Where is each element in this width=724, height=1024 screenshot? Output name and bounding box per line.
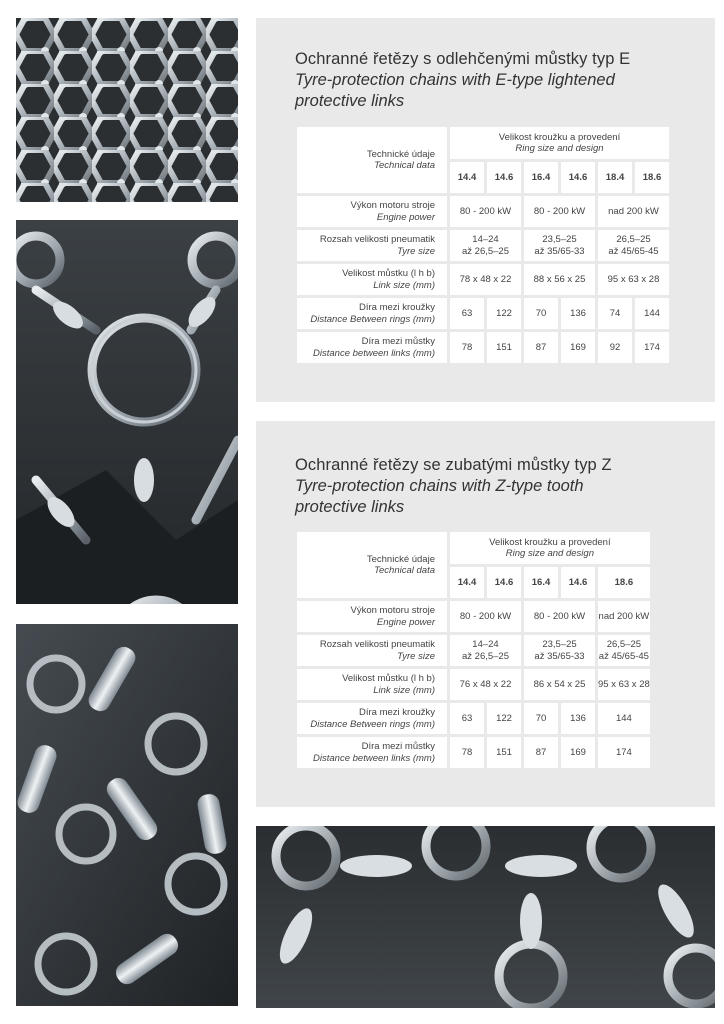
- link-size-label: [297, 669, 447, 700]
- link-distance-value: 78: [450, 332, 484, 363]
- tyre-size-en: Tyre size: [397, 245, 435, 257]
- link-size-value: 76 x 48 x 22: [450, 669, 521, 700]
- link-size-value: 78 x 48 x 22: [450, 264, 521, 295]
- tyre-size-value: [524, 635, 595, 666]
- ring-distance-cz: Díra mezi kroužky: [358, 302, 435, 313]
- link-size-en: Link size (mm): [373, 684, 435, 696]
- ring-distance-value: 144: [598, 703, 650, 734]
- link-size-value: 86 x 54 x 25: [524, 669, 595, 700]
- link-distance-value: 78: [450, 737, 484, 768]
- link-distance-cz: Díra mezi můstky: [361, 741, 435, 752]
- size-cell: 14.6: [561, 567, 595, 598]
- tech-data-cz: Technické údaje: [366, 553, 435, 565]
- engine-power-label: [297, 601, 447, 632]
- link-distance-value: 174: [635, 332, 669, 363]
- link-size-label: [297, 264, 447, 295]
- tech-data-label: [297, 532, 447, 598]
- size-cell: 16.4: [524, 567, 558, 598]
- link-distance-value: 151: [487, 332, 521, 363]
- tyre-size-cz: Rozsah velikosti pneumatik: [319, 639, 435, 650]
- ring-distance-en: Distance Between rings (mm): [310, 313, 435, 325]
- type-z-title-cz: Ochranné řetězy se zubatými můstky typ Z: [295, 456, 612, 474]
- type-e-title-en-1: Tyre-protection chains with E-type lightened: [295, 71, 615, 89]
- tyre-size-from: 23,5–25: [542, 639, 577, 650]
- ring-distance-label: [297, 298, 447, 329]
- ring-distance-label: [297, 703, 447, 734]
- link-size-cz: Velikost můstku (l h b): [342, 673, 435, 684]
- ring-distance-value: 144: [635, 298, 669, 329]
- chain-photo-rings-on-tyre: [16, 220, 238, 604]
- size-cell: 14.4: [450, 567, 484, 598]
- link-distance-value: 87: [524, 737, 558, 768]
- tyre-size-from: 23,5–25: [542, 234, 577, 245]
- tech-data-en: Technical data: [374, 160, 435, 171]
- link-size-value: 88 x 56 x 25: [524, 264, 595, 295]
- link-distance-label: [297, 737, 447, 768]
- chain-photo-tooth-links: [16, 624, 238, 1006]
- tyre-size-from: 26,5–25: [616, 234, 651, 245]
- type-e-spec-table: [294, 124, 672, 366]
- size-cell: 14.4: [450, 162, 484, 193]
- tyre-size-to: až 26,5–25: [461, 650, 509, 662]
- link-distance-value: 169: [561, 737, 595, 768]
- tyre-size-en: Tyre size: [397, 650, 435, 662]
- size-cell: 18.6: [635, 162, 669, 193]
- link-distance-value: 169: [561, 332, 595, 363]
- type-z-title-en-2: protective links: [295, 498, 405, 516]
- engine-power-label: [297, 196, 447, 227]
- size-cell: 16.4: [524, 162, 558, 193]
- engine-power-value: nad 200 kW: [598, 601, 650, 632]
- tyre-size-label: [297, 635, 447, 666]
- link-distance-value: 87: [524, 332, 558, 363]
- ring-size-header-cz: Velikost kroužku a provedení: [489, 536, 611, 548]
- link-distance-en: Distance between links (mm): [313, 752, 435, 764]
- ring-size-header: [450, 532, 650, 564]
- engine-power-value: 80 - 200 kW: [524, 601, 595, 632]
- ring-distance-value: 136: [561, 298, 595, 329]
- tyre-size-to: až 26,5–25: [461, 245, 509, 257]
- tech-data-label: [297, 127, 447, 193]
- engine-power-value: 80 - 200 kW: [524, 196, 595, 227]
- ring-distance-value: 70: [524, 703, 558, 734]
- tyre-size-to: až 35/65-33: [534, 245, 585, 257]
- size-cell: 18.4: [598, 162, 632, 193]
- engine-power-value: nad 200 kW: [598, 196, 669, 227]
- size-cell: 14.6: [487, 567, 521, 598]
- type-z-title: [295, 455, 695, 518]
- ring-distance-value: 122: [487, 298, 521, 329]
- engine-power-en: Engine power: [376, 616, 435, 628]
- type-z-spec-panel: [256, 421, 715, 807]
- ring-size-header-cz: Velikost kroužku a provedení: [498, 131, 621, 143]
- type-z-spec-table: [294, 529, 653, 771]
- ring-distance-value: 70: [524, 298, 558, 329]
- ring-size-header: [450, 127, 669, 159]
- tyre-size-from: 14–24: [472, 639, 499, 650]
- link-size-value: 95 x 63 x 28: [598, 669, 650, 700]
- ring-size-header-en: Ring size and design: [515, 143, 604, 154]
- tyre-size-to: až 45/65-45: [608, 245, 659, 257]
- link-distance-label: [297, 332, 447, 363]
- engine-power-en: Engine power: [376, 211, 435, 223]
- tyre-size-label: [297, 230, 447, 261]
- engine-power-cz: Výkon motoru stroje: [350, 605, 435, 616]
- tech-data-cz: Technické údaje: [366, 148, 435, 160]
- link-size-en: Link size (mm): [373, 279, 435, 291]
- size-cell: 18.6: [598, 567, 650, 598]
- chain-photo-rings-closeup: [256, 826, 715, 1008]
- tyre-size-to: až 35/65-33: [534, 650, 585, 662]
- chain-photo-hexagon-mesh: [16, 18, 238, 202]
- tyre-size-value: [598, 635, 650, 666]
- link-distance-value: 151: [487, 737, 521, 768]
- link-size-cz: Velikost můstku (l h b): [342, 268, 435, 279]
- link-distance-value: 92: [598, 332, 632, 363]
- ring-distance-value: 63: [450, 703, 484, 734]
- engine-power-value: 80 - 200 kW: [450, 196, 521, 227]
- tyre-size-to: až 45/65-45: [598, 650, 649, 662]
- link-distance-en: Distance between links (mm): [313, 347, 435, 359]
- tyre-size-value: [598, 230, 669, 261]
- ring-distance-en: Distance Between rings (mm): [310, 718, 435, 730]
- type-z-title-en-1: Tyre-protection chains with Z-type tooth: [295, 477, 584, 495]
- engine-power-value: 80 - 200 kW: [450, 601, 521, 632]
- ring-distance-value: 74: [598, 298, 632, 329]
- tyre-size-from: 14–24: [472, 234, 499, 245]
- ring-distance-value: 63: [450, 298, 484, 329]
- size-cell: 14.6: [561, 162, 595, 193]
- tyre-size-value: [450, 230, 521, 261]
- ring-distance-cz: Díra mezi kroužky: [358, 707, 435, 718]
- link-distance-cz: Díra mezi můstky: [361, 336, 435, 347]
- type-e-spec-panel: [256, 18, 715, 402]
- link-size-value: 95 x 63 x 28: [598, 264, 669, 295]
- tyre-size-cz: Rozsah velikosti pneumatik: [319, 234, 435, 245]
- tyre-size-value: [524, 230, 595, 261]
- engine-power-cz: Výkon motoru stroje: [350, 200, 435, 211]
- ring-distance-value: 136: [561, 703, 595, 734]
- tech-data-en: Technical data: [374, 565, 435, 576]
- type-e-title-cz: Ochranné řetězy s odlehčenými můstky typ E: [295, 50, 631, 68]
- tyre-size-value: [450, 635, 521, 666]
- size-cell: 14.6: [487, 162, 521, 193]
- type-e-title: [295, 49, 695, 112]
- ring-distance-value: 122: [487, 703, 521, 734]
- ring-size-header-en: Ring size and design: [505, 548, 594, 559]
- type-e-title-en-2: protective links: [295, 92, 405, 110]
- tyre-size-from: 26,5–25: [606, 639, 642, 650]
- link-distance-value: 174: [598, 737, 650, 768]
